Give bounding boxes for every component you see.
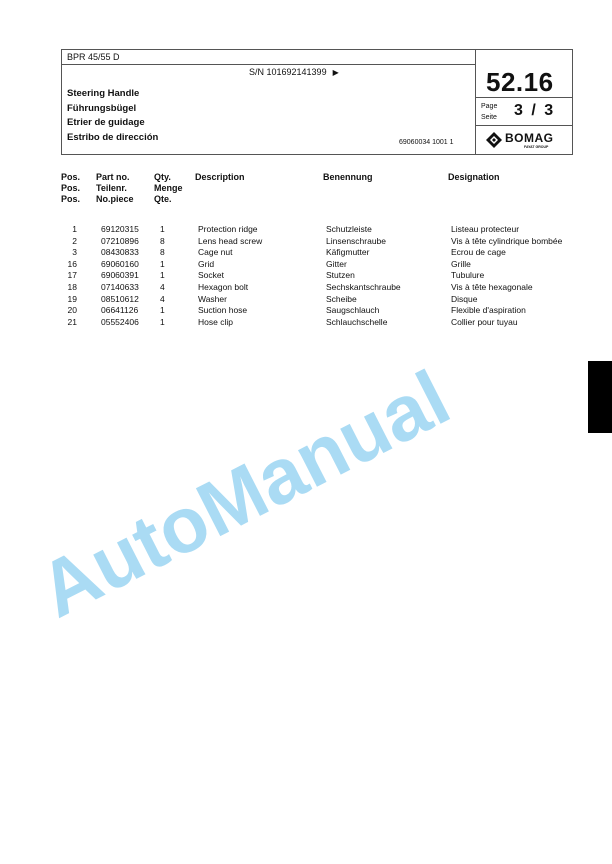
row-designation: Vis à tête hexagonale (451, 281, 533, 292)
row-pos: 21 (67, 316, 77, 327)
col-designation: Designation (448, 172, 500, 182)
row-pos: 20 (67, 305, 77, 316)
row-quantity: 4 (160, 293, 165, 304)
col-part-de: Teilenr. (96, 183, 127, 193)
row-part-number: 08430833 (101, 247, 139, 258)
row-part-number: 69060160 (101, 258, 139, 269)
logo-brand: BOMAG (505, 131, 554, 145)
col-pos-en: Pos. (61, 172, 81, 182)
row-description: Socket (198, 270, 224, 281)
row-benennung: Schutzleiste (326, 224, 372, 234)
row-pos: 3 (72, 247, 77, 258)
col-part-fr: No.piece (96, 194, 134, 204)
document-number: 69060034 1001 1 (399, 139, 454, 146)
row-part-number: 05552406 (101, 316, 139, 327)
row-part-number: 08510612 (101, 293, 139, 304)
row-pos: 18 (67, 281, 77, 292)
title-en: Steering Handle (67, 88, 140, 99)
row-designation: Flexible d'aspiration (451, 305, 526, 316)
row-benennung: Sechskantschraube (326, 281, 401, 292)
col-part-en: Part no. (96, 172, 130, 182)
play-arrow-icon: ▶ (332, 68, 339, 77)
watermark: AutoManual (25, 353, 463, 635)
row-pos: 2 (72, 235, 77, 246)
row-pos: 16 (67, 258, 77, 269)
row-description: Protection ridge (198, 224, 258, 234)
col-qty-de: Menge (154, 183, 183, 193)
page-count: 3 / 3 (514, 102, 554, 119)
row-quantity: 1 (160, 258, 165, 269)
logo-subtitle: FAYAT GROUP (524, 145, 549, 149)
row-description: Grid (198, 258, 215, 269)
page-label-de: Seite (481, 113, 497, 121)
row-benennung: Linsenschraube (326, 235, 387, 246)
row-benennung: Stutzen (326, 270, 355, 281)
row-description: Hexagon bolt (198, 281, 249, 292)
row-quantity: 1 (160, 316, 165, 327)
row-designation: Grille (451, 258, 471, 269)
row-part-number: 69120315 (101, 224, 139, 234)
row-description: Suction hose (198, 305, 248, 316)
row-pos: 19 (67, 293, 77, 304)
row-pos: 17 (67, 270, 77, 281)
col-pos-de: Pos. (61, 183, 81, 193)
model-label: BPR 45/55 D (67, 52, 120, 62)
row-designation: Tubulure (451, 270, 485, 281)
serial-text: S/N 101692141399 (249, 67, 327, 77)
row-designation: Disque (451, 293, 478, 304)
row-quantity: 8 (160, 247, 165, 258)
row-description: Washer (198, 293, 227, 304)
row-designation: Listeau protecteur (451, 224, 520, 234)
row-designation: Ecrou de cage (451, 247, 506, 258)
col-description: Description (195, 172, 245, 182)
row-quantity: 1 (160, 224, 165, 234)
row-pos: 1 (72, 224, 77, 234)
col-pos-fr: Pos. (61, 194, 81, 204)
row-benennung: Käfigmutter (326, 247, 370, 258)
row-description: Cage nut (198, 247, 233, 258)
row-description: Lens head screw (198, 235, 263, 246)
col-qty-fr: Qte. (154, 194, 172, 204)
row-quantity: 4 (160, 281, 165, 292)
row-benennung: Saugschlauch (326, 305, 380, 316)
title-de: Führungsbügel (67, 102, 137, 114)
row-part-number: 06641126 (101, 305, 139, 316)
row-benennung: Schlauchschelle (326, 316, 388, 327)
row-part-number: 07140633 (101, 281, 139, 292)
row-benennung: Scheibe (326, 293, 357, 304)
section-number: 52.16 (486, 67, 554, 97)
row-designation: Collier pour tuyau (451, 316, 518, 327)
row-description: Hose clip (198, 316, 233, 327)
title-es: Estribo de dirección (67, 131, 159, 143)
row-quantity: 8 (160, 235, 165, 246)
row-part-number: 07210896 (101, 235, 139, 246)
col-benennung: Benennung (323, 172, 373, 182)
page-label-en: Page (481, 103, 498, 110)
row-part-number: 69060391 (101, 270, 139, 281)
row-quantity: 1 (160, 270, 165, 281)
row-quantity: 1 (160, 305, 165, 316)
col-qty-en: Qty. (154, 172, 171, 182)
row-benennung: Gitter (326, 258, 347, 269)
title-fr: Etrier de guidage (67, 117, 145, 128)
row-designation: Vis à tête cylindrique bombée (451, 235, 563, 246)
